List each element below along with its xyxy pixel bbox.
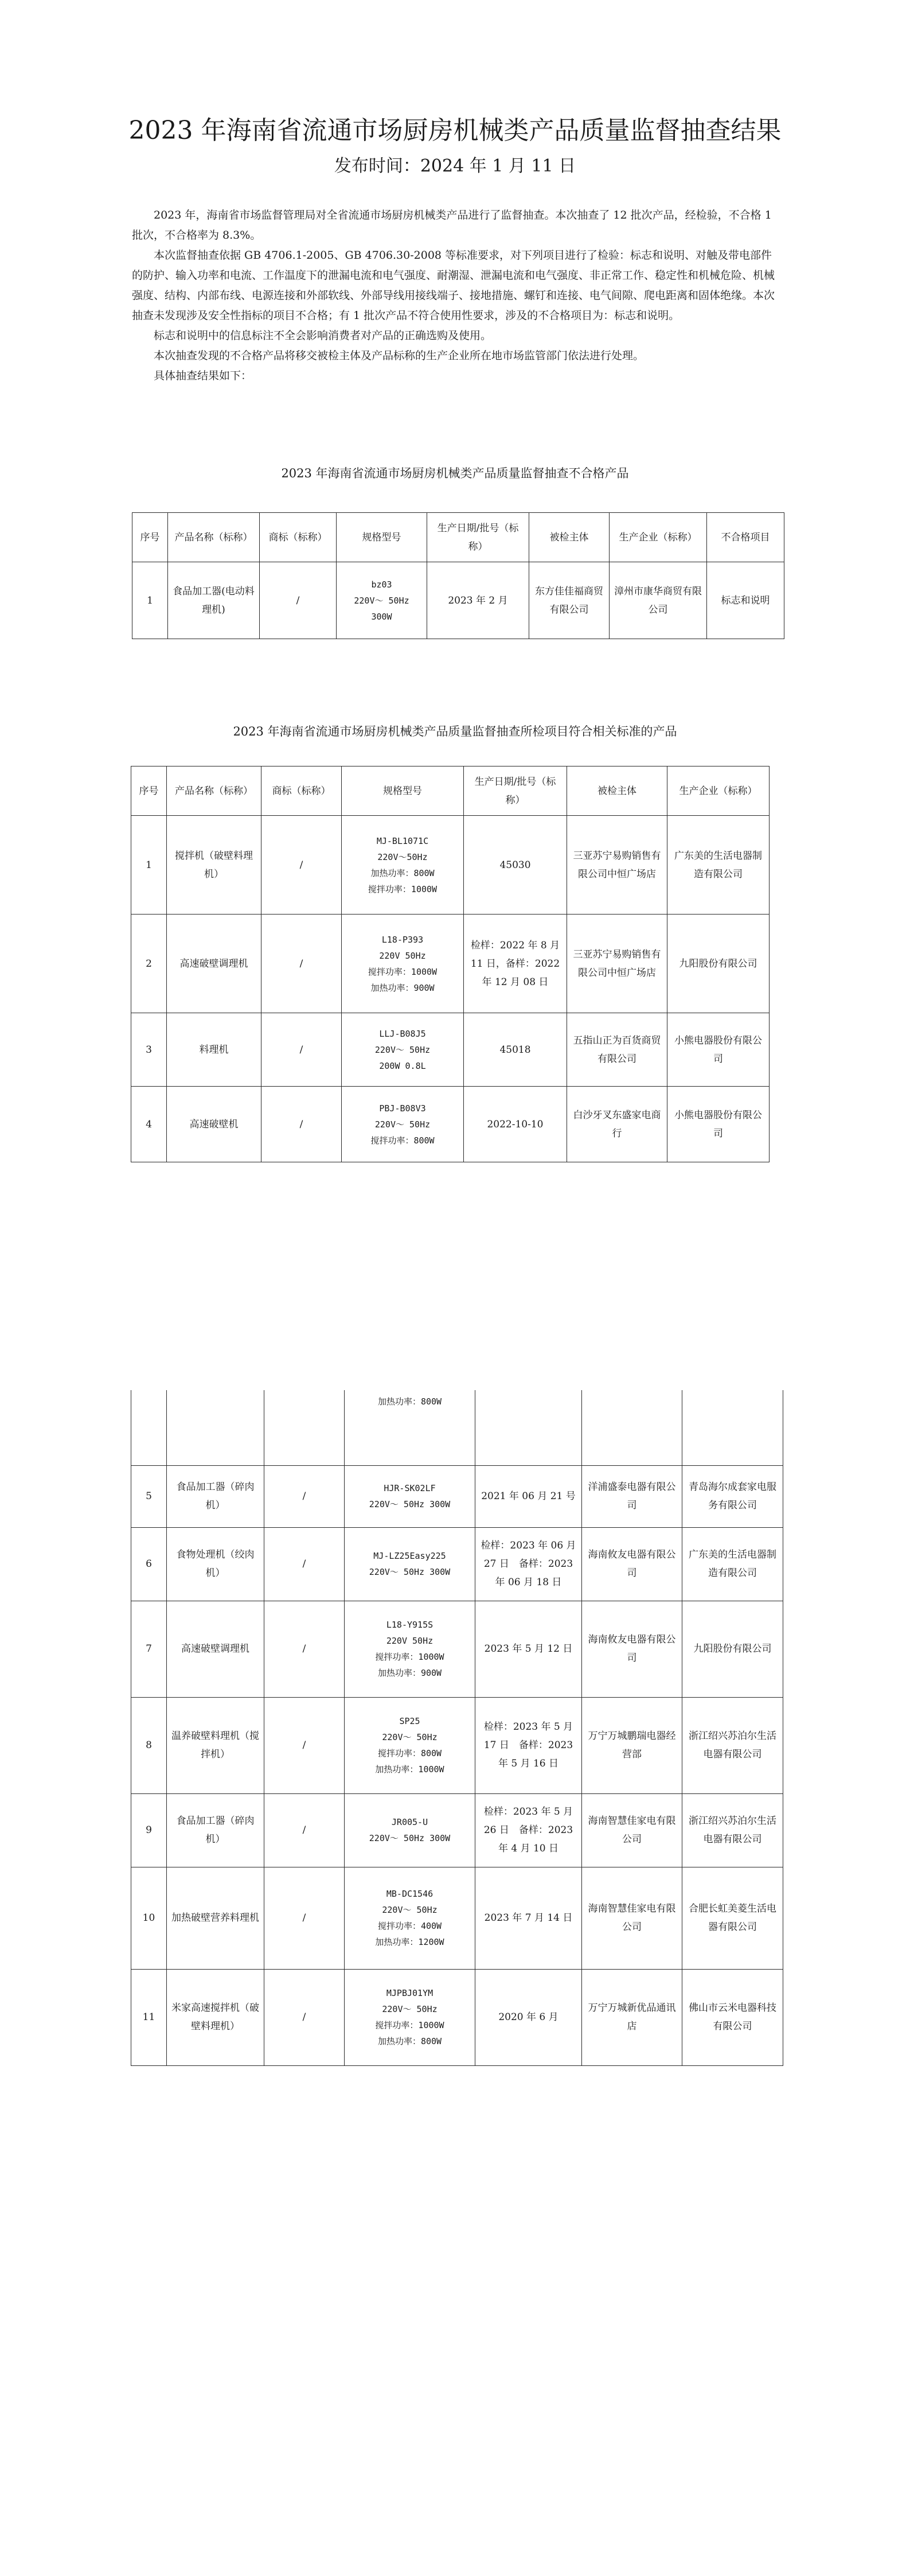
column-header: 商标（标称）: [261, 766, 342, 816]
column-header: 生产企业（标称）: [667, 766, 770, 816]
table-cell: 标志和说明: [707, 562, 784, 639]
table-cell: LLJ-B08J5 220V～ 50Hz 200W 0.8L: [342, 1013, 464, 1087]
table-cell: /: [264, 1969, 345, 2065]
table-cell: 2021 年 06 月 21 号: [475, 1465, 582, 1527]
table-cell: 广东美的生活电器制造有限公司: [682, 1527, 783, 1601]
table-cell: [131, 1390, 167, 1465]
table-cell: 米家高速搅拌机（破壁料理机）: [167, 1969, 264, 2065]
table-cell: /: [260, 562, 337, 639]
column-header: 产品名称（标称）: [168, 513, 260, 562]
table-cell: 1: [131, 816, 167, 915]
table-cell: 检样：2022 年 8 月 11 日，备样：2022 年 12 月 08 日: [464, 915, 567, 1013]
table-row: [131, 1527, 783, 1601]
table-cell: 浙江绍兴苏泊尔生活电器有限公司: [682, 1697, 783, 1793]
table-cell: 2023 年 2 月: [427, 562, 529, 639]
paragraph: 本次抽查发现的不合格产品将移交被检主体及产品标称的生产企业所在地市场监管部门依法进行处理。: [154, 349, 645, 362]
table-cell: 漳州市康华商贸有限公司: [610, 562, 707, 639]
table-cell: [264, 1390, 345, 1465]
table-cell: 青岛海尔成套家电服务有限公司: [682, 1465, 783, 1527]
paragraph: 本次监督抽查依据 GB 4706.1-2005、GB 4706.30-2008 等标准要求，对下列项目进行了检验：标志和说明、对触及带电部件的防护、输入功率和电流、工作温度下的泄漏电流和电气强度、耐潮湿、泄漏电流和电气强度、非正常工作、稳定性和机械危险、机械强度、结构、内部布线、电源连接和外部软线、外部导线用接线端子、接地措施、螺钉和连接、电气间隙、爬电距离和固体绝缘。本次抽查未发现涉及安全性指标的项目不合格；有 1 批次产品不符合使用性要求，涉及的不合格项目为：标志和说明。: [132, 249, 775, 322]
table-cell: /: [264, 1867, 345, 1969]
paragraph: 2023 年，海南省市场监督管理局对全省流通市场厨房机械类产品进行了监督抽查。本次抽查了 12 批次产品，经检验，不合格 1 批次，不合格率为 8.3%。: [132, 209, 772, 242]
table-cell: 10: [131, 1867, 167, 1969]
table-row: [131, 1793, 783, 1867]
table-cell: 加热功率：800W: [345, 1390, 475, 1465]
table-cell: 高速破壁调理机: [167, 915, 261, 1013]
table-cell: 食品加工器（碎肉机）: [167, 1465, 264, 1527]
table-cell: 洋浦盛泰电器有限公司: [582, 1465, 682, 1527]
table-cell: HJR-SK02LF 220V～ 50Hz 300W: [345, 1465, 475, 1527]
table-cell: L18-P393 220V 50Hz 搅拌功率：1000W 加热功率：900W: [342, 915, 464, 1013]
table-row: [131, 1697, 783, 1793]
table-cell: L18-Y915S 220V 50Hz 搅拌功率：1000W 加热功率：900W: [345, 1601, 475, 1697]
table2-caption: 2023 年海南省流通市场厨房机械类产品质量监督抽查所检项目符合相关标准的产品: [233, 725, 677, 738]
table-cell: MJPBJ01YM 220V～ 50Hz 搅拌功率：1000W 加热功率：800W: [345, 1969, 475, 2065]
table-cell: 45030: [464, 816, 567, 915]
page-title: 2023 年海南省流通市场厨房机械类产品质量监督抽查结果: [128, 116, 782, 145]
table-cell: 温养破壁料理机（搅拌机）: [167, 1697, 264, 1793]
table-row: [131, 816, 770, 915]
table-cell: /: [261, 1013, 342, 1087]
column-header: 生产日期/批号（标称）: [427, 513, 529, 562]
column-header: 商标（标称）: [260, 513, 337, 562]
table-cell: 5: [131, 1465, 167, 1527]
table-cell: 4: [131, 1087, 167, 1162]
table-cell: 9: [131, 1793, 167, 1867]
table-row: [131, 1465, 783, 1527]
table-cell: 九阳股份有限公司: [682, 1601, 783, 1697]
table-cell: 料理机: [167, 1013, 261, 1087]
column-header: 产品名称（标称）: [167, 766, 261, 816]
table-cell: /: [261, 816, 342, 915]
table-cell: 三亚苏宁易购销售有限公司中恒广场店: [567, 816, 667, 915]
paragraph: 具体抽查结果如下：: [154, 369, 252, 382]
paragraph: 标志和说明中的信息标注不全会影响消费者对产品的正确选购及使用。: [154, 329, 492, 342]
table-cell: bz03 220V～ 50Hz 300W: [337, 562, 427, 639]
table-cell: 7: [131, 1601, 167, 1697]
table-cell: 万宁万城新优品通讯店: [582, 1969, 682, 2065]
table-cell: 45018: [464, 1013, 567, 1087]
table-cell: PBJ-B08V3 220V～ 50Hz 搅拌功率：800W: [342, 1087, 464, 1162]
table-row: [131, 1087, 770, 1162]
table-cell: 搅拌机（破壁料理机）: [167, 816, 261, 915]
table-cell: 五指山正为百货商贸有限公司: [567, 1013, 667, 1087]
column-header: 规格型号: [337, 513, 427, 562]
table-row: [131, 915, 770, 1013]
table-row: [132, 562, 784, 639]
table-cell: 海南攸友电器有限公司: [582, 1527, 682, 1601]
table-cell: JR005-U 220V～ 50Hz 300W: [345, 1793, 475, 1867]
column-header: 生产企业（标称）: [610, 513, 707, 562]
table-cell: 广东美的生活电器制造有限公司: [667, 816, 770, 915]
table-cell: 检样：2023 年 5 月 17 日 备样：2023 年 5 月 16 日: [475, 1697, 582, 1793]
table-cell: /: [264, 1793, 345, 1867]
table-cell: /: [261, 1087, 342, 1162]
table-cell: /: [261, 915, 342, 1013]
table-cell: 佛山市云米电器科技有限公司: [682, 1969, 783, 2065]
table-cell: [682, 1390, 783, 1465]
table-cell: /: [264, 1601, 345, 1697]
table-cell: 食品加工器(电动料理机): [168, 562, 260, 639]
table-cell: 11: [131, 1969, 167, 2065]
table-cell: /: [264, 1465, 345, 1527]
table-cell: 3: [131, 1013, 167, 1087]
table-cell: MJ-LZ25Easy225 220V～ 50Hz 300W: [345, 1527, 475, 1601]
table-cell: 小熊电器股份有限公司: [667, 1013, 770, 1087]
table-cell: 海南智慧佳家电有限公司: [582, 1793, 682, 1867]
conforming-table: [131, 766, 770, 1162]
table-cell: 白沙牙叉东盛家电商行: [567, 1087, 667, 1162]
table-cell: 加热破壁营养料理机: [167, 1867, 264, 1969]
table-header-row: [131, 766, 770, 816]
table-cell: 三亚苏宁易购销售有限公司中恒广场店: [567, 915, 667, 1013]
table-cell: 东方佳佳福商贸有限公司: [529, 562, 610, 639]
table-cell: 1: [132, 562, 168, 639]
table-cell: 食物处理机（绞肉机）: [167, 1527, 264, 1601]
column-header: 不合格项目: [707, 513, 784, 562]
column-header: 被检主体: [529, 513, 610, 562]
table-cell: MB-DC1546 220V～ 50Hz 搅拌功率：400W 加热功率：1200W: [345, 1867, 475, 1969]
column-header: 生产日期/批号（标称）: [464, 766, 567, 816]
table-cell: 食品加工器（碎肉机）: [167, 1793, 264, 1867]
table-row: [131, 1013, 770, 1087]
table-cell: [582, 1390, 682, 1465]
table-cell: SP25 220V～ 50Hz 搅拌功率：800W 加热功率：1000W: [345, 1697, 475, 1793]
table-cell: 8: [131, 1697, 167, 1793]
publish-date: 发布时间：2024 年 1 月 11 日: [334, 156, 576, 176]
table-cell: 6: [131, 1527, 167, 1601]
table-cell: MJ-BL1071C 220V～50Hz 加热功率：800W 搅拌功率：1000W: [342, 816, 464, 915]
conforming-table-continued: [131, 1390, 783, 2066]
table-cell: 海南智慧佳家电有限公司: [582, 1867, 682, 1969]
table-cell: [475, 1390, 582, 1465]
table-cell: 高速破壁机: [167, 1087, 261, 1162]
table-cell: 海南攸友电器有限公司: [582, 1601, 682, 1697]
column-header: 规格型号: [342, 766, 464, 816]
column-header: 被检主体: [567, 766, 667, 816]
table-cell: /: [264, 1527, 345, 1601]
table-cell: /: [264, 1697, 345, 1793]
table-cell: 合肥长虹美菱生活电器有限公司: [682, 1867, 783, 1969]
table-cell: 2023 年 7 月 14 日: [475, 1867, 582, 1969]
table-cell: 2022-10-10: [464, 1087, 567, 1162]
table-row: [131, 1601, 783, 1697]
column-header: 序号: [131, 766, 167, 816]
table-cell: 2020 年 6 月: [475, 1969, 582, 2065]
table-cell: 2: [131, 915, 167, 1013]
table-row: [131, 1969, 783, 2065]
column-header: 序号: [132, 513, 168, 562]
nonconforming-table: [132, 512, 784, 639]
table-cell: 浙江绍兴苏泊尔生活电器有限公司: [682, 1793, 783, 1867]
table-cell: [167, 1390, 264, 1465]
table1-caption: 2023 年海南省流通市场厨房机械类产品质量监督抽查不合格产品: [281, 466, 629, 480]
table-cell: 检样：2023 年 06 月 27 日 备样：2023 年 06 月 18 日: [475, 1527, 582, 1601]
table-header-row: [132, 513, 784, 562]
table-cell: 小熊电器股份有限公司: [667, 1087, 770, 1162]
table-row: [131, 1390, 783, 1465]
table-cell: 2023 年 5 月 12 日: [475, 1601, 582, 1697]
intro-text: [132, 205, 780, 386]
table-cell: 检样：2023 年 5 月 26 日 备样：2023 年 4 月 10 日: [475, 1793, 582, 1867]
table-row: [131, 1867, 783, 1969]
table-cell: 万宁万城鹏瑞电器经营部: [582, 1697, 682, 1793]
table-cell: 高速破壁调理机: [167, 1601, 264, 1697]
table-cell: 九阳股份有限公司: [667, 915, 770, 1013]
